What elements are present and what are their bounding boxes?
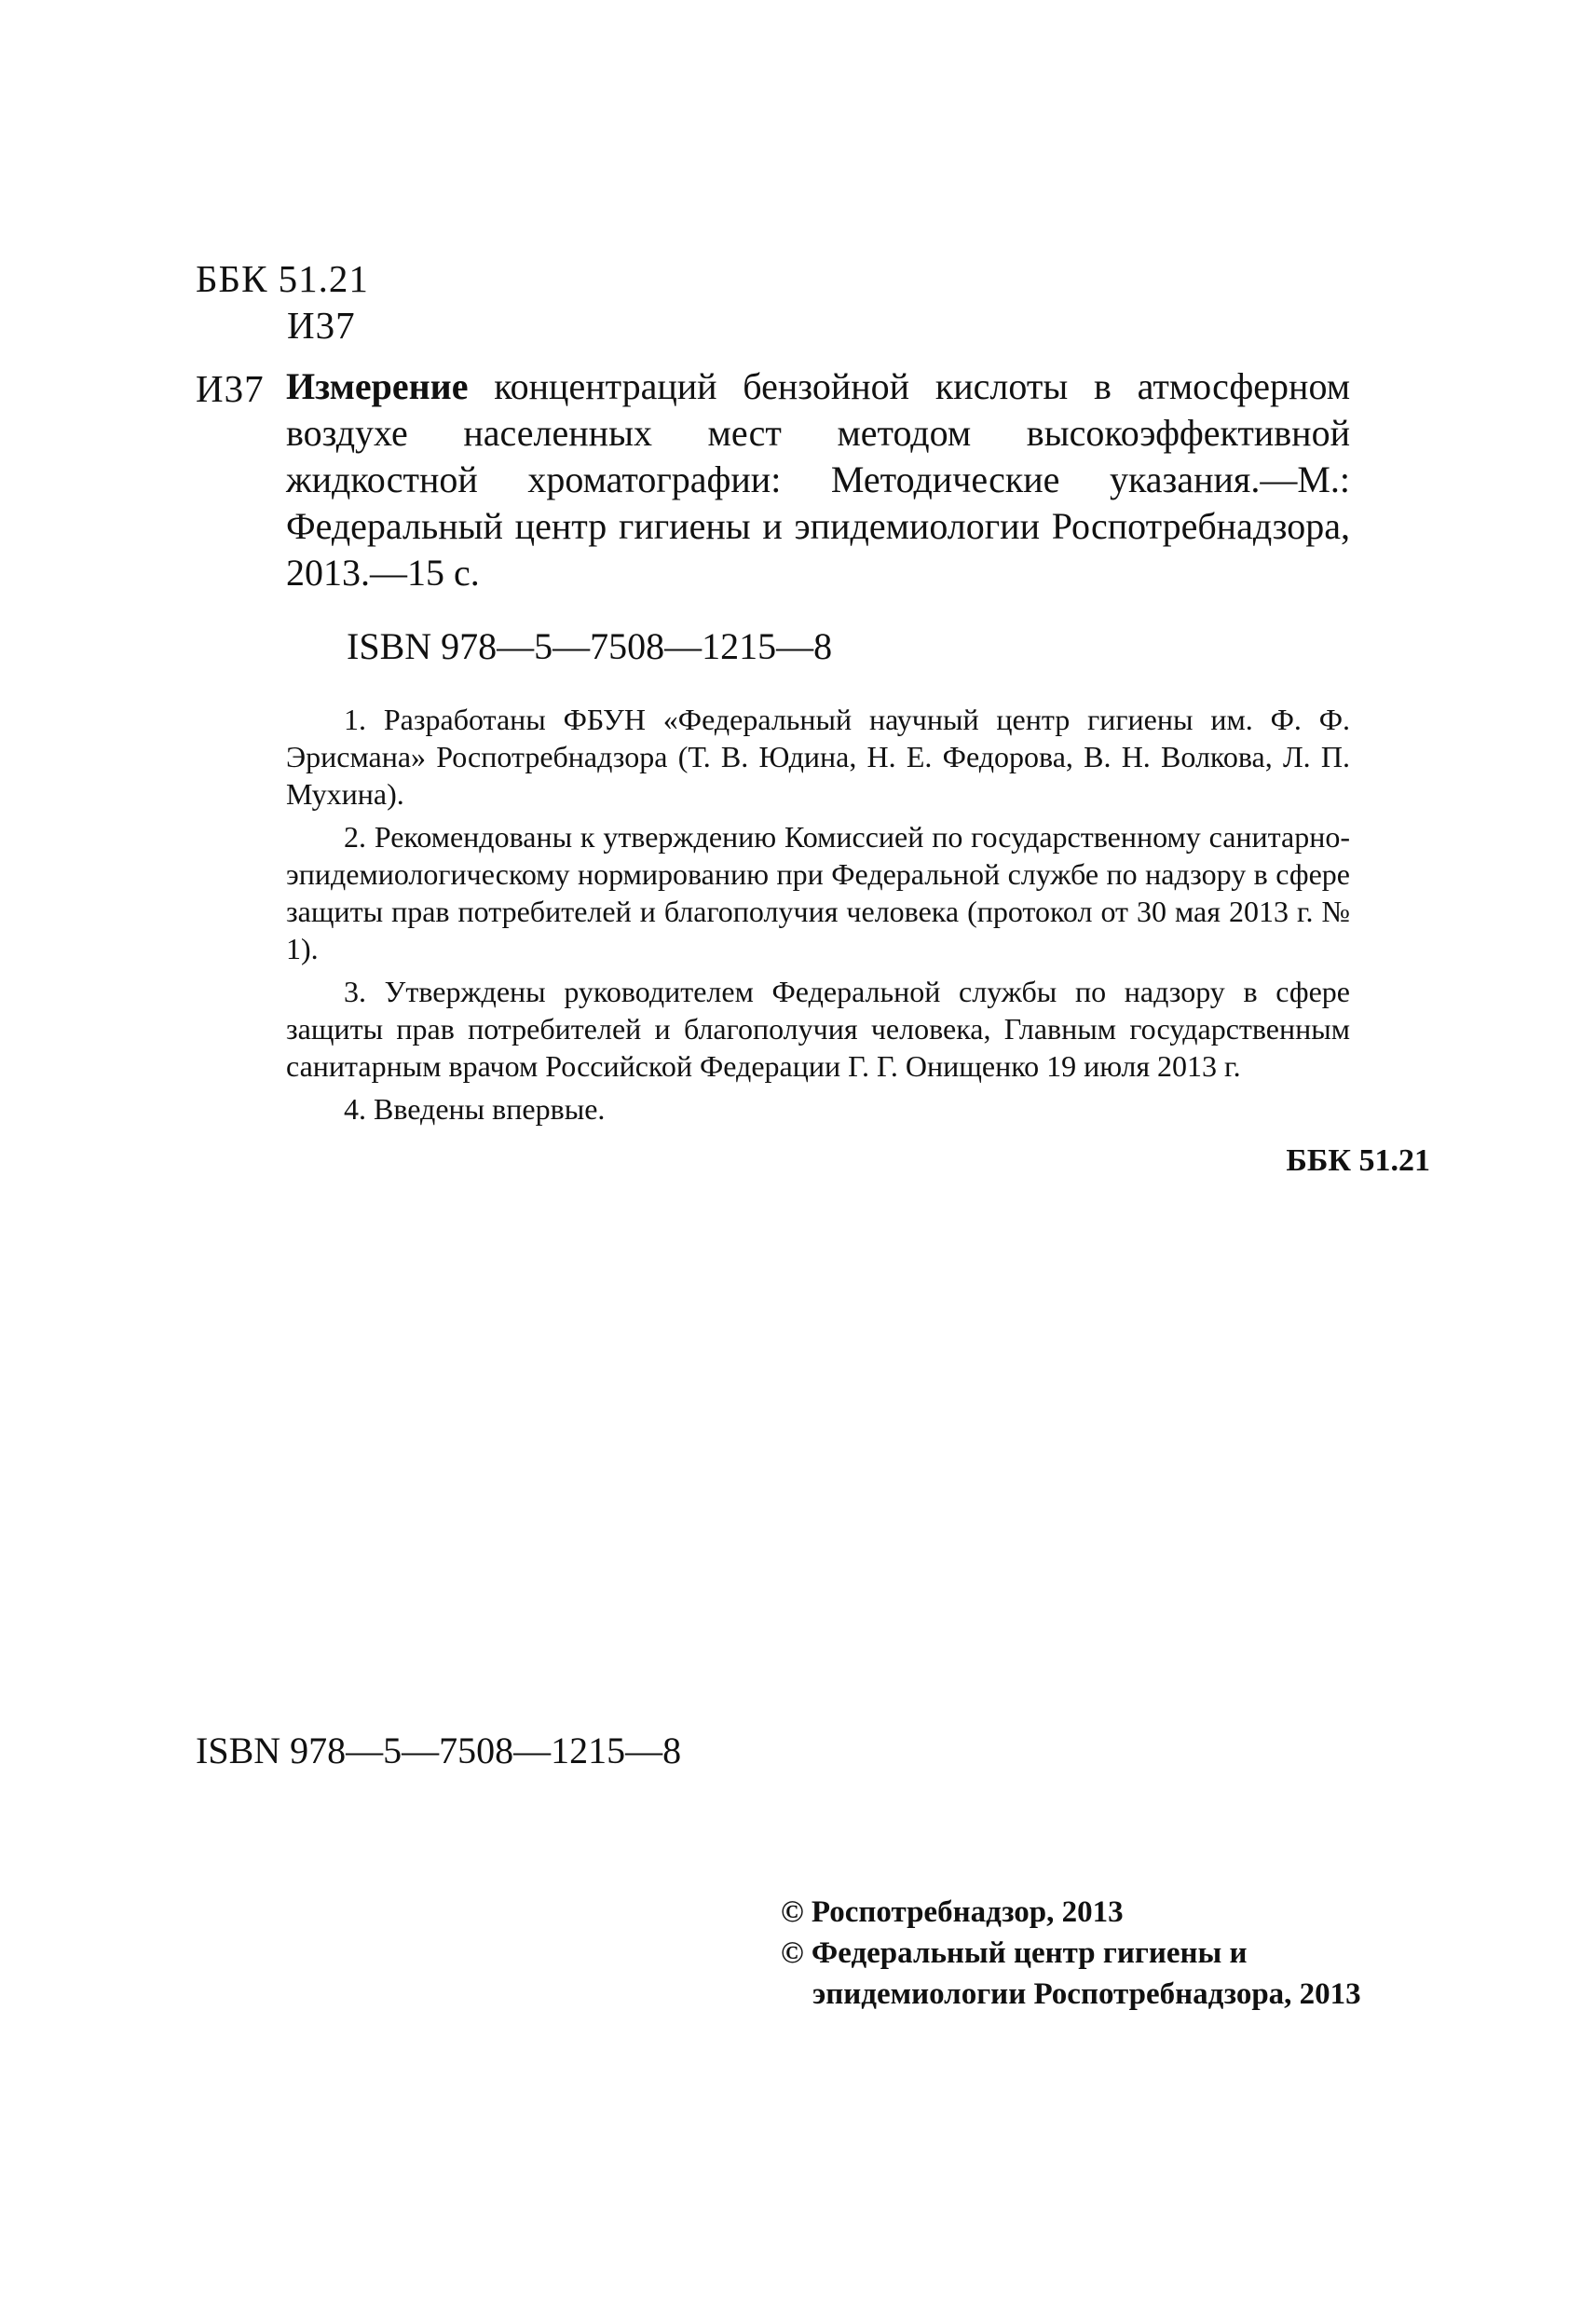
isbn-main: ISBN 978—5—7508—1215—8 xyxy=(347,625,833,667)
copyright-line-2: © Федеральный центр гигиены и xyxy=(781,1936,1248,1970)
copyright-block xyxy=(781,1892,1361,2015)
notes-list xyxy=(286,701,1350,1133)
entry-author-mark: И37 xyxy=(196,367,265,410)
note-introduced: 4. Введены впервые. xyxy=(344,1092,606,1126)
copyright-line-3: эпидемиологии Роспотребнадзора, 2013 xyxy=(812,1977,1361,2011)
note-approved: 3. Утверждены руководителем Федеральной службы по надзору в сфере защиты прав потребителей и благополучия человека, Главным государственным санитарным врачом Российской Федерации Г. Г. Онищенко 19 июля 2013 г. xyxy=(286,975,1350,1083)
note-developed: 1. Разработаны ФБУН «Федеральный научный центр гигиены им. Ф. Ф. Эрисмана» Роспотребнадзора (Т. В. Юдина, Н. Е. Федорова, В. Н. Волкова, Л. П. Мухина). xyxy=(286,703,1350,811)
author-mark-top: И37 xyxy=(287,304,356,347)
note-recommended: 2. Рекомендованы к утверждению Комиссией по государственному санитарно-эпидемиологическому нормированию при Федеральной службе по надзору в сфере защиты прав потребителей и благополучия человека (протокол от 30 мая 2013 г. № 1). xyxy=(286,820,1350,965)
bbk-code-top: ББК 51.21 xyxy=(196,257,369,300)
entry-description: концентраций бензойной кислоты в атмосферном воздухе населенных мест методом высокоэффективной жидкостной хроматографии: Методические указания.—М.: Федеральный центр гигиены и эпидемиологии Роспотребнадзора, 2013.—15 с. xyxy=(286,365,1350,594)
copyright-line-1: © Роспотребнадзор, 2013 xyxy=(781,1895,1124,1929)
bibliographic-entry xyxy=(286,363,1350,596)
isbn-bottom: ISBN 978—5—7508—1215—8 xyxy=(196,1730,682,1771)
bbk-code-right: ББК 51.21 xyxy=(1286,1143,1430,1178)
entry-title-word: Измерение xyxy=(286,365,469,407)
